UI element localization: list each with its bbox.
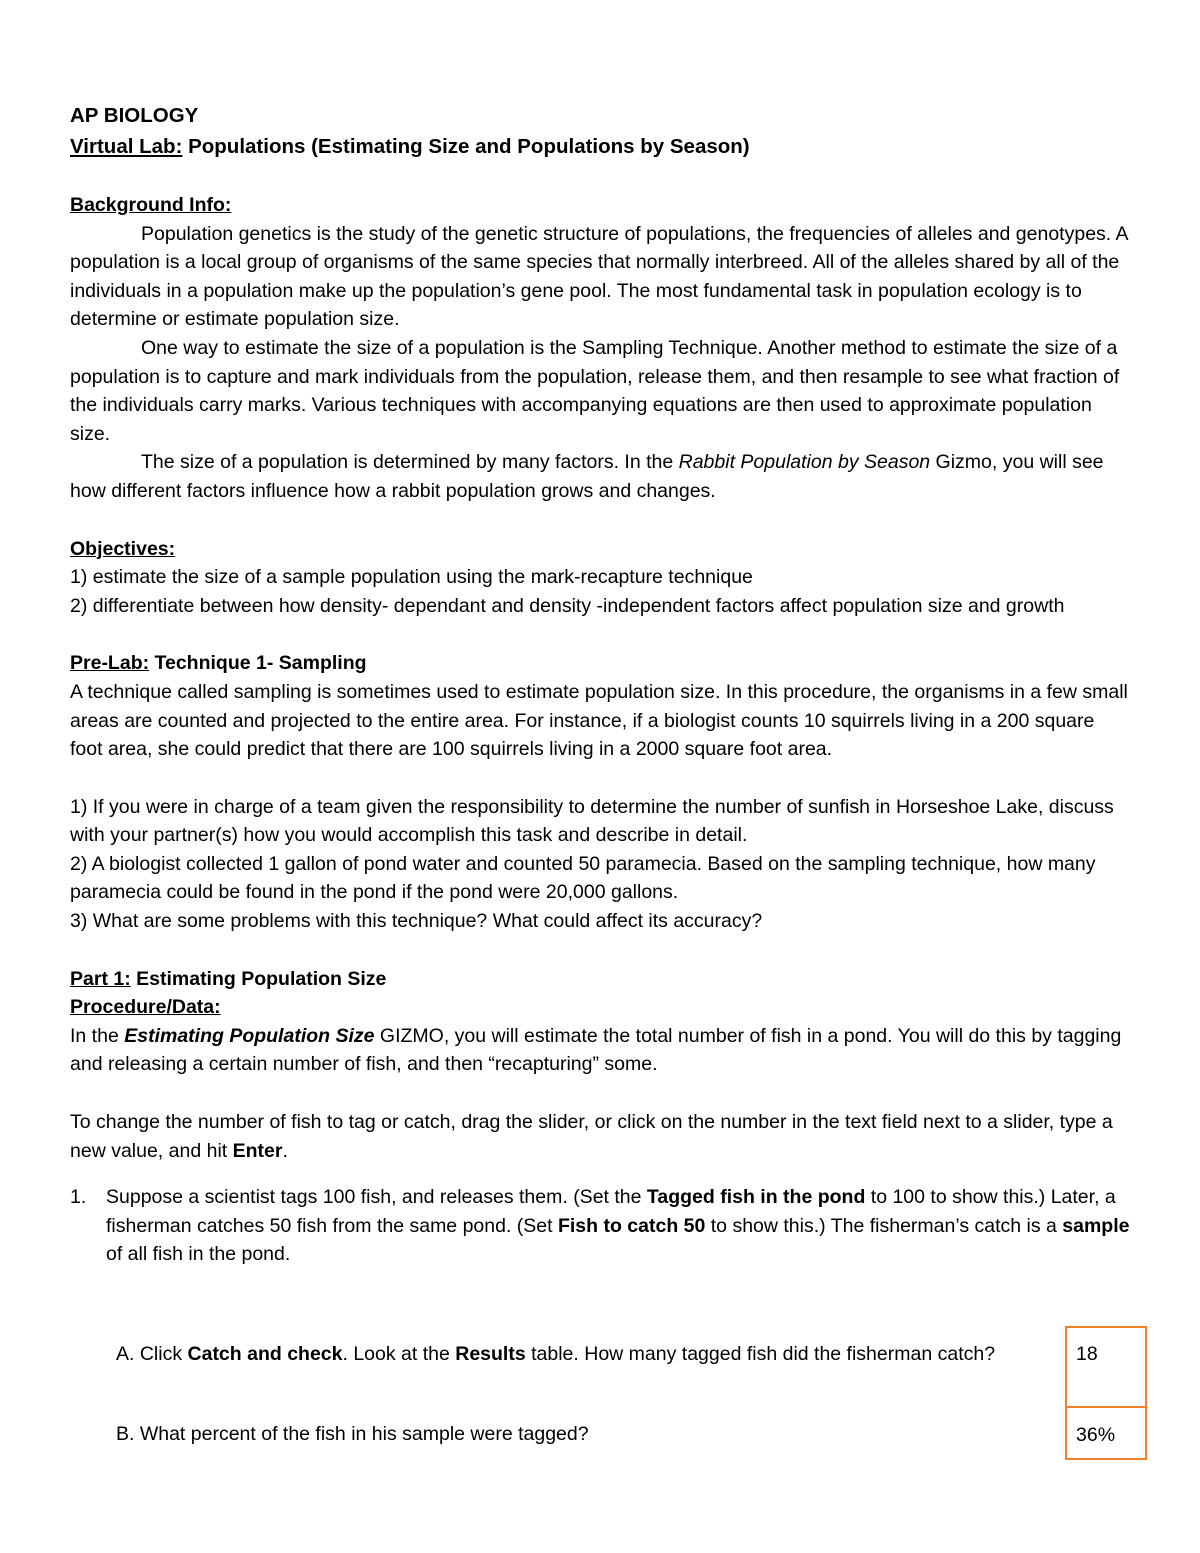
question-b xyxy=(116,1420,1006,1449)
prelab-text: A technique called sampling is sometimes used to estimate population size. In this procedure, the organisms in a few small areas are counted and projected to the entire area. For instance, if a biologist counts 10 squirrels living in a 200 square foot area, she could predict that there are 100 squirrels living in a 2000 square foot area. xyxy=(70,680,1128,761)
objective-item: 2) differentiate between how density- dependant and density -independent factors affect population size and growth xyxy=(70,594,1065,617)
question-1 xyxy=(70,1183,1130,1269)
prelab-heading xyxy=(70,649,1130,678)
part1-heading xyxy=(70,965,1130,994)
answer-box-a[interactable] xyxy=(1065,1326,1147,1408)
answer-boxes xyxy=(1065,1326,1147,1460)
background-paragraph-3: The size of a population is determined by many factors. In the Rabbit Population by Season Gizmo, you will see how different factors influence how a rabbit population grows and changes. xyxy=(70,451,1104,502)
answer-b-value: 36% xyxy=(1076,1424,1116,1446)
background-paragraph-1: Population genetics is the study of the genetic structure of populations, the frequencies of alleles and genotypes. A population is a local group of organisms of the same species that normally interbreed. All of the alleles shared by all of the individuals in a population make up the population’s gene pool. The most fundamental task in population ecology is to determine or estimate population size. xyxy=(70,222,1128,331)
lab-title: Populations (Estimating Size and Populations by Season) xyxy=(182,135,750,158)
gizmo-name: Rabbit Population by Season xyxy=(678,451,931,474)
question-a xyxy=(116,1340,1006,1369)
answer-box-b[interactable] xyxy=(1065,1408,1147,1460)
question-number: 1. xyxy=(70,1186,87,1209)
lab-title-line xyxy=(70,131,1130,162)
lab-label: Virtual Lab: xyxy=(70,135,183,158)
prelab-title: Technique 1- Sampling xyxy=(149,652,367,675)
gizmo-title: Estimating Population Size xyxy=(124,1024,375,1047)
answer-a-value: 18 xyxy=(1076,1343,1098,1365)
objectives-heading: Objectives: xyxy=(70,537,176,560)
part1-instructions: To change the number of fish to tag or catch, drag the slider, or click on the number in the text field next to a slider, type a new value, and hit Enter. xyxy=(70,1111,1113,1162)
part1-intro: In the Estimating Population Size GIZMO, you will estimate the total number of fish in a pond. You will do this by tagging and releasing a certain number of fish, and then “recapturing” some. xyxy=(70,1024,1122,1076)
prelab-question: 3) What are some problems with this technique? What could affect its accuracy? xyxy=(70,910,763,933)
objective-item: 1) estimate the size of a sample population using the mark-recapture technique xyxy=(70,566,753,589)
course-title: AP BIOLOGY xyxy=(70,104,199,127)
question-1-text: Suppose a scientist tags 100 fish, and releases them. (Set the Tagged fish in the pond to 100 to show this.) Later, a fisherman catches 50 fish from the same pond. (Set Fish to catch 50 to show this.) The fisherman’s catch is a sample of all fish in the pond. xyxy=(106,1186,1130,1266)
procedure-heading: Procedure/Data: xyxy=(70,996,221,1019)
prelab-question: 1) If you were in charge of a team given the responsibility to determine the number of sunfish in Horseshoe Lake, discuss with your partner(s) how you would accomplish this task and describe in detail. xyxy=(70,795,1114,847)
part1-label: Part 1: xyxy=(70,967,131,990)
prelab-question: 2) A biologist collected 1 gallon of pond water and counted 50 paramecia. Based on the sampling technique, how many paramecia could be found in the pond if the pond were 20,000 gallons. xyxy=(70,852,1096,904)
part1-title: Estimating Population Size xyxy=(130,967,387,990)
background-paragraph-2: One way to estimate the size of a population is the Sampling Technique. Another method to estimate the size of a population is to capture and mark individuals from the population, release them, and then resample to see what fraction of the individuals carry marks. Various techniques with accompanying equations are then used to approximate population size. xyxy=(70,336,1120,445)
question-b-text: B. What percent of the fish in his sample were tagged? xyxy=(116,1423,589,1445)
enter-key: Enter xyxy=(232,1139,283,1162)
question-a-text: A. Click Catch and check. Look at the Results table. How many tagged fish did the fisherman catch? xyxy=(116,1343,996,1365)
prelab-label: Pre-Lab: xyxy=(70,652,150,675)
background-heading: Background Info: xyxy=(70,194,232,216)
